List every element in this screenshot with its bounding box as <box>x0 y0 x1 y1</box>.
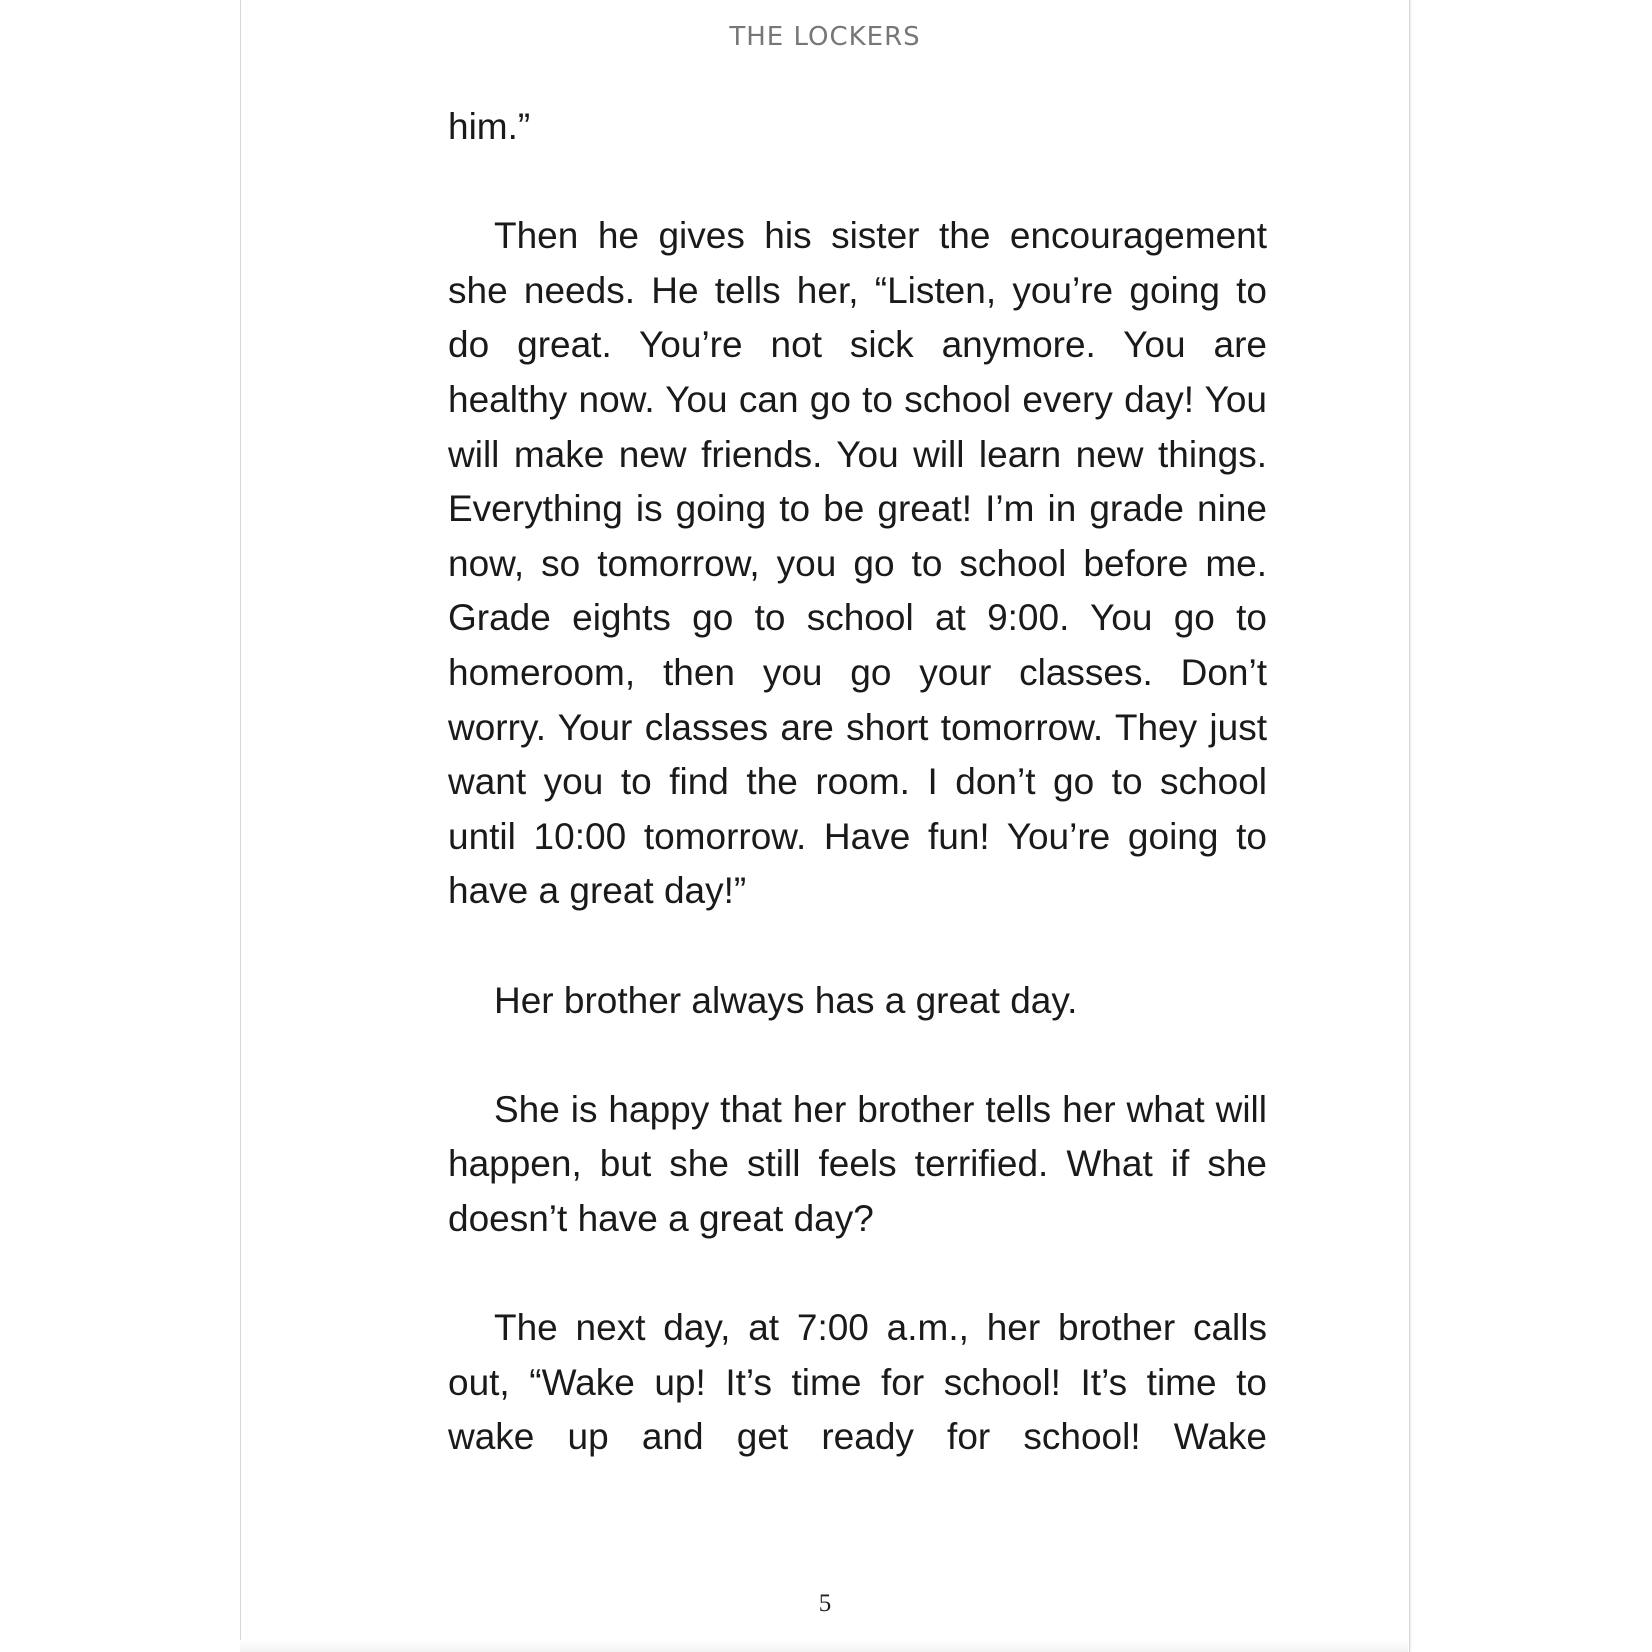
paragraph-brother-great-day: Her brother always has a great day. <box>494 979 1078 1021</box>
page-bottom-edge <box>240 1640 1408 1652</box>
paragraph-terrified: She is happy that her brother tells her what will happen, but she still feels terrified. What if she doesn’t have a great day? <box>448 1088 1267 1239</box>
running-head: THE LOCKERS <box>729 22 921 52</box>
paragraph-continuation: him.” <box>448 106 531 147</box>
paragraph-next-day: The next day, at 7:00 a.m., her brother calls out, “Wake up! It’s time for school! It’s time to wake up and get ready for school! Wake <box>448 1307 1267 1458</box>
page-body <box>448 100 1267 1465</box>
page-number: 5 <box>818 1590 832 1617</box>
paragraph-encouragement: Then he gives his sister the encouragement she needs. He tells her, “Listen, you’re going to do great. You’re not sick anymore. You are healthy now. You can go to school every day! You will make new friends. You will learn new things. Everything is going to be great! I’m in grade nine now, so tomorrow, you go to school before me. Grade eights go to school at 9:00. You go to homeroom, then you go your classes. Don’t worry. Your classes are short tomorrow. They just want you to find the room. I don’t go to school until 10:00 tomorrow. Have fun! You’re going to have a great day!” <box>448 215 1267 912</box>
